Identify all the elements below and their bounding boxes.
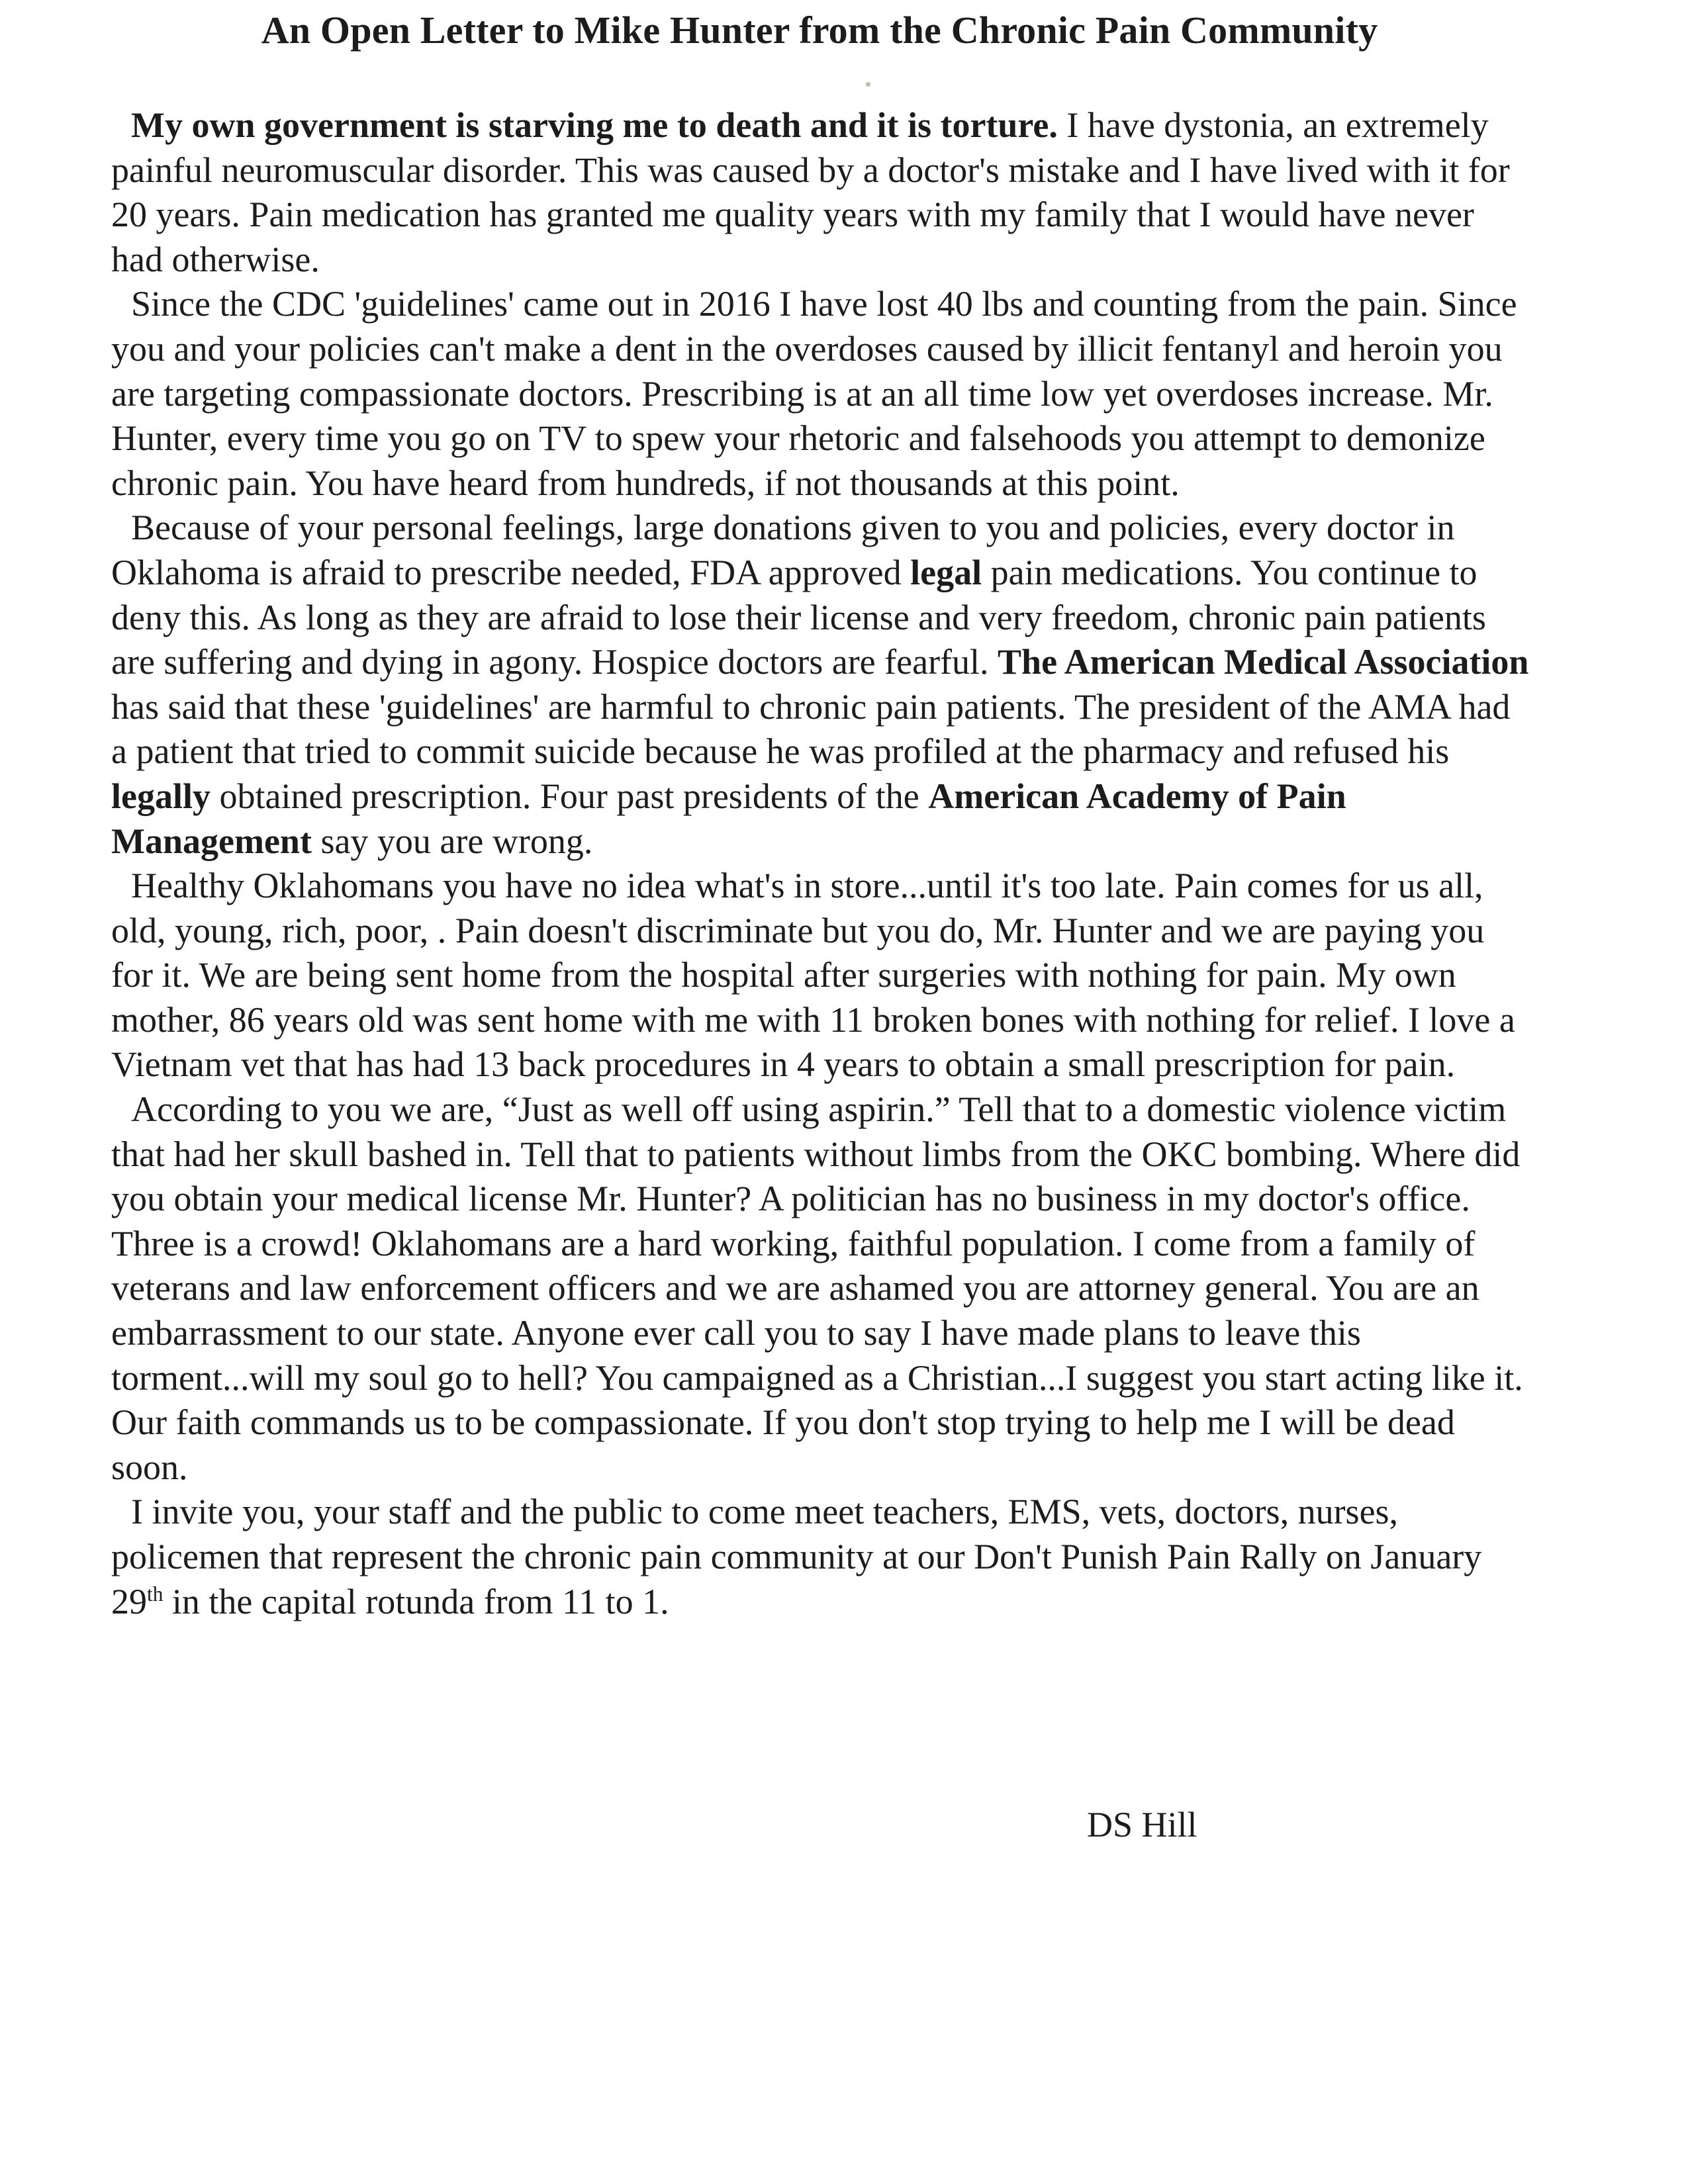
superscript-text: th xyxy=(147,1582,164,1606)
paragraph-text: obtained prescription. Four past presidents of the xyxy=(210,776,929,816)
paragraph-text: I have dystonia, an extremely painful neuromuscular disorder. This was caused by a doctor's mistake and I have lived with it for 20 years. Pain medication has granted me quality years with my family that I would have never had otherwise. xyxy=(111,105,1510,279)
letter-paragraph xyxy=(111,1490,1534,1624)
paragraph-text: I invite you, your staff and the public to come meet teachers, EMS, vets, doctors, nurses, policemen that represent the chronic pain community at our Don't Punish Pain Rally on January 29 xyxy=(111,1492,1482,1621)
paragraph-text: say you are wrong. xyxy=(311,821,593,861)
letter-paragraph xyxy=(111,103,1534,282)
letter-paragraph xyxy=(111,1087,1534,1490)
bold-text: legal xyxy=(910,552,982,592)
letter-paragraph xyxy=(111,506,1534,864)
paragraph-text: Healthy Oklahomans you have no idea what's in store...until it's too late. Pain comes for us all, old, young, rich, poor, . Pain doesn't discriminate but you do, Mr. Hunter and we are paying you for it. We are being sent home from the hospital after surgeries with nothing for pain. My own mother, 86 years old was sent home with me with 11 broken bones with nothing for relief. I love a Vietnam vet that has had 13 back procedures in 4 years to obtain a small prescription for pain. xyxy=(111,866,1515,1085)
bold-text: The American Medical Association xyxy=(998,642,1529,682)
paragraph-text: Since the CDC 'guidelines' came out in 2016 I have lost 40 lbs and counting from the pain. Since you and your policies can't make a dent in the overdoses caused by illicit fentanyl and heroin you are targeting compassionate doctors. Prescribing is at an all time low yet overdoses increase. Mr. Hunter, every time you go on TV to spew your rhetoric and falsehoods you attempt to demonize chronic pain. You have heard from hundreds, if not thousands at this point. xyxy=(111,284,1517,503)
paragraph-text: Because of your personal feelings, large donations given to you and policies, every doctor in Oklahoma is afraid to prescribe needed, FDA approved xyxy=(111,508,1455,592)
letter-paragraph xyxy=(111,282,1534,506)
paragraph-text: in the capital rotunda from 11 to 1. xyxy=(163,1581,669,1621)
paragraph-text: According to you we are, “Just as well off using aspirin.” Tell that to a domestic violence victim that had her skull bashed in. Tell that to patients without limbs from the OKC bombing. Where did you obtain your medical license Mr. Hunter? A politician has no business in my doctor's office. Three is a crowd! Oklahomans are a hard working, faithful population. I come from a family of veterans and law enforcement officers and we are ashamed you are attorney general. You are an embarrassment to our state. Anyone ever call you to say I have made plans to leave this torment...will my soul go to hell? You campaigned as a Christian...I suggest you start acting like it. Our faith commands us to be compassionate. If you don't stop trying to help me I will be dead soon. xyxy=(111,1089,1523,1487)
paragraph-text: pain medications. You continue to deny this. As long as they are afraid to lose their license and very freedom, chronic pain patients are suffering and dying in agony. Hospice doctors are fearful. xyxy=(111,552,1486,682)
paragraph-text: has said that these 'guidelines' are harmful to chronic pain patients. The president of the AMA had a patient that tried to commit suicide because he was profiled at the pharmacy and refused his xyxy=(111,686,1511,772)
letter-title: An Open Letter to Mike Hunter from the Chronic Pain Community xyxy=(261,9,1378,52)
letter-body xyxy=(111,103,1534,1624)
bold-text: My own government is starving me to death and it is torture. xyxy=(131,105,1058,145)
paper-speck xyxy=(866,82,870,87)
bold-text: legally xyxy=(111,776,211,816)
signature: DS Hill xyxy=(1087,1805,1197,1844)
letter-paragraph xyxy=(111,864,1534,1087)
bold-text: American Academy of Pain Management xyxy=(111,776,1346,861)
